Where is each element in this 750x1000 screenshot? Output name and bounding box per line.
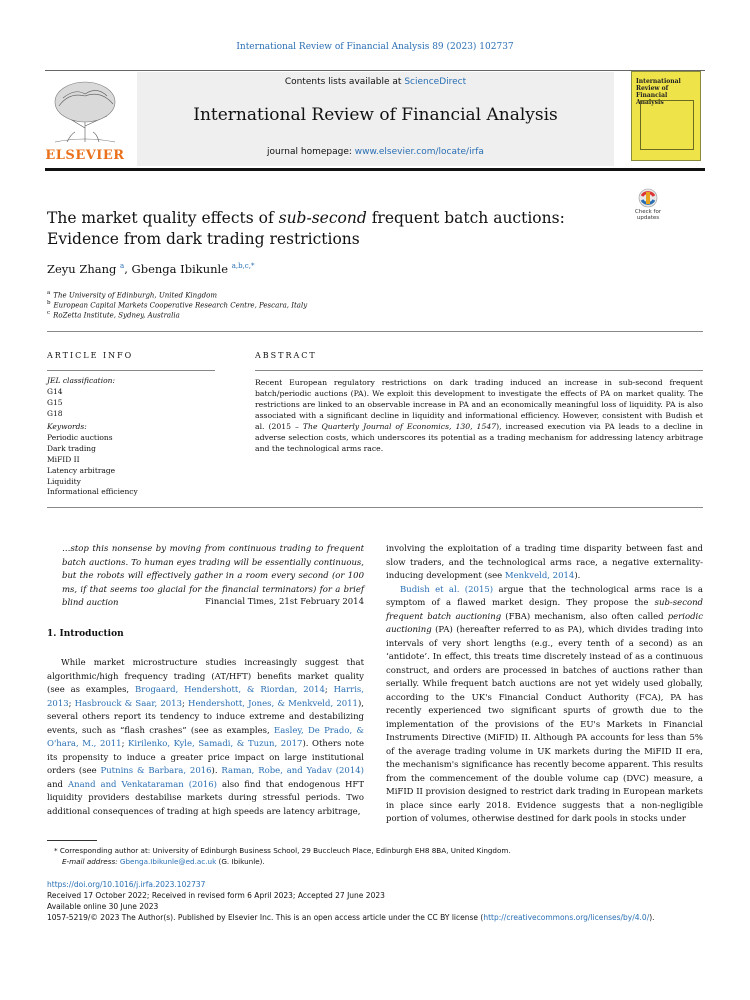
keyword: Liquidity <box>47 477 81 486</box>
author-name: Zeyu Zhang <box>47 262 117 276</box>
abstract-body: Recent European regulatory restrictions on dark trading induced an increase in sub-second frequent batch/periodic auctions (PA). We exploit this development to investigate the effects of PA on market quality. The restrictions are linked to an observable increase in PA and an economically meaningful loss of liquidity. PA is also associated with a significant decline in liquidity and informational efficiency. However, consistent with Budish et al. (2015 – The Quarterly Journal of Economics, 130, 1547), increased execution via PA leads to a decline in adverse selection costs, which underscores its potential as a trading mechanism for addressing latency arbitrage and the technological arms race. <box>255 378 703 453</box>
affiliation: $^c$ RoZetta Institute, Sydney, Australia <box>47 310 180 320</box>
license-link[interactable]: http://creativecommons.org/licenses/by/4.0/ <box>483 913 650 922</box>
cover-title: International Review of Financial Analysis <box>636 78 681 106</box>
keywords-label: Keywords: <box>47 422 87 431</box>
article-title <box>47 208 627 250</box>
email-link[interactable]: Gbenga.Ibikunle@ed.ac.uk <box>119 857 217 866</box>
intro-left-column: While market microstructure studies increasingly suggest that algorithmic/high frequency trading (AT/HFT) benefits market quality (see as examples, Brogaard, Hendershott, & Riordan, 2014; Harris, 2013; Hasbrouck & Saar, 2013; Hendershott, Jones, & Menkveld, 2011), several others report its tendency to induce extreme and destabilizing events, such as “flash crashes” (see as examples, Easley, De Prado, & O'hara, M., 2011; Kirilenko, Kyle, Samadi, & Tuzun, 2017). Others note its propensity to induce a greater price impact on large institutional orders (see Putnins & Barbara, 2016). Raman, Robe, and Yadav (2014) and Anand and Venkataraman (2016) also find that endogenous HFT liquidity providers destabilise markets during stressful periods. Two additional consequences of trading at high speeds are latency arbitrage, <box>47 658 364 817</box>
keyword: MiFID II <box>47 455 80 464</box>
author-name: Gbenga Ibikunle <box>131 262 229 276</box>
author-affiliation-mark[interactable]: a,b,c, <box>231 262 251 271</box>
journal-citation[interactable]: International Review of Financial Analysis 89 (2023) 102737 <box>236 42 514 52</box>
citation-link[interactable]: Easley, De Prado, & O'hara, M., 2011 <box>47 725 364 749</box>
journal-cover-thumbnail[interactable] <box>631 71 701 161</box>
journal-homepage <box>137 147 614 157</box>
check-updates-label[interactable]: Check for updates <box>634 209 662 221</box>
keyword: Periodic auctions <box>47 433 113 442</box>
header-rule <box>45 168 705 171</box>
sciencedirect-link[interactable]: ScienceDirect <box>404 77 467 87</box>
contents-line <box>137 77 614 87</box>
article-info-rule <box>47 370 215 371</box>
epigraph-source: Financial Times, 21st February 2014 <box>205 597 364 607</box>
citation-link[interactable]: Menkveld, 2014 <box>504 571 575 581</box>
author-list: Zeyu Zhang $^a$, Gbenga Ibikunle $^{a,b,c,*}$ <box>47 262 255 276</box>
section-divider <box>47 507 703 508</box>
footnote-rule <box>47 840 97 841</box>
received-dates: Received 17 October 2022; Received in revised form 6 April 2023; Accepted 27 June 2023 <box>47 891 385 900</box>
email-note: E-mail address: Gbenga.Ibikunle@ed.ac.uk (G. Ibikunle). <box>62 857 265 866</box>
epigraph-quote: …stop this nonsense by moving from continuous trading to frequent batch auctions. To human eyes trading will be essentially continuous, but the robots will effectively gather in a room every second (or 100 ms, if that seems too glacial for the financial terminators) for a brief blind auction <box>62 544 364 608</box>
section-divider <box>47 331 703 332</box>
author-affiliation-mark[interactable]: a <box>120 262 125 271</box>
elsevier-wordmark: ELSEVIER <box>45 148 125 163</box>
citation-link[interactable]: Brogaard, Hendershott, & Riordan, 2014 <box>135 685 325 695</box>
intro-right-column: involving the exploitation of a trading time disparity between fast and slow traders, and the technological arms race, a negative externality-inducing development (see Menkveld, 2014). Budish et al. (2015) argue that the technological arms race is a symptom of a flawed market design. They propose the sub-second frequent batch auctioning (FBA) mechanism, also often called periodic auctioning (PA) (hereafter referred to as PA), which divides trading into intervals of very short lengths (e.g., every tenth of a second) as an ‘antidote’. In effect, this treats time discretely instead of as a continuous construct, and orders are processed in batches of auctions rather than serially. While frequent batch auctions are not yet widely used globally, according to the UK's Financial Conduct Authority (FCA), PA has recently experienced two significant spurts of growth due to the implementation of the provisions of the EU's Markets in Financial Instruments Directive (MiFID) II. Although PA accounts for less than 5% of the average trading volume in UK markets during the MiFID II era, the mechanism's significance has recently become apparent. This results from the commencement of the double volume cap (DVC) measure, a MiFID II provision designed to restrict dark trading in European markets in place since early 2018. Evidence suggests that a non-negligible portion of volumes, otherwise destined for dark pools in stocks under <box>386 544 703 824</box>
citation-link[interactable]: Kirilenko, Kyle, Samadi, & Tuzun, 2017 <box>128 739 303 749</box>
title-part1: The market quality effects of <box>47 209 279 227</box>
article-info-heading: ARTICLE INFO <box>47 351 134 360</box>
keyword: Dark trading <box>47 444 96 453</box>
citation-link[interactable]: Hendershott, Jones, & Menkveld, 2011 <box>188 698 358 709</box>
journal-title: International Review of Financial Analysis <box>193 105 558 125</box>
keyword: Informational efficiency <box>47 487 138 496</box>
citation-link[interactable]: Anand and Venkataraman (2016) <box>67 779 217 790</box>
homepage-link[interactable]: www.elsevier.com/locate/irfa <box>354 147 484 157</box>
affiliation: $^b$ European Capital Markets Cooperative Research Centre, Pescara, Italy <box>47 300 308 310</box>
citation-link[interactable]: Hasbrouck & Saar, 2013 <box>74 698 182 709</box>
jel-code: G14 <box>47 387 63 396</box>
citation-link[interactable]: Budish et al. (2015) <box>400 584 494 595</box>
jel-code: G15 <box>47 398 63 407</box>
license-line: 1057-5219/© 2023 The Author(s). Published by Elsevier Inc. This is an open access article under the CC BY license (http://creativecommons.org/licenses/by/4.0/). <box>47 913 655 922</box>
contents-prefix: Contents lists available at <box>284 77 405 87</box>
section-heading: 1. Introduction <box>47 629 124 639</box>
available-online: Available online 30 June 2023 <box>47 902 159 911</box>
keyword: Latency arbitrage <box>47 466 116 475</box>
citation-link[interactable]: Putnins & Barbara, 2016 <box>100 766 212 776</box>
title-part2: frequent batch auctions: Evidence from dark trading restrictions <box>47 209 565 248</box>
abstract-rule <box>255 370 703 371</box>
doi-link[interactable]: https://doi.org/10.1016/j.irfa.2023.102737 <box>47 880 206 889</box>
affiliation: $^a$ The University of Edinburgh, United Kingdom <box>47 290 217 300</box>
header-divider <box>45 70 705 71</box>
citation-link[interactable]: Harris, 2013 <box>47 685 364 709</box>
title-italic: sub-second <box>278 209 367 227</box>
abstract-heading: ABSTRACT <box>255 351 317 360</box>
cover-frame <box>640 100 694 150</box>
corresponding-author-mark[interactable]: * <box>250 262 255 271</box>
homepage-prefix: journal homepage: <box>267 147 355 157</box>
jel-label: JEL classification: <box>47 376 115 385</box>
corresponding-author-note: * Corresponding author at: University of Edinburgh Business School, 29 Buccleuch Place, Edinburgh EH8 8BA, United Kingdom. <box>54 846 511 855</box>
jel-code: G18 <box>47 409 63 418</box>
citation-link[interactable]: Raman, Robe, and Yadav (2014) <box>221 766 364 776</box>
